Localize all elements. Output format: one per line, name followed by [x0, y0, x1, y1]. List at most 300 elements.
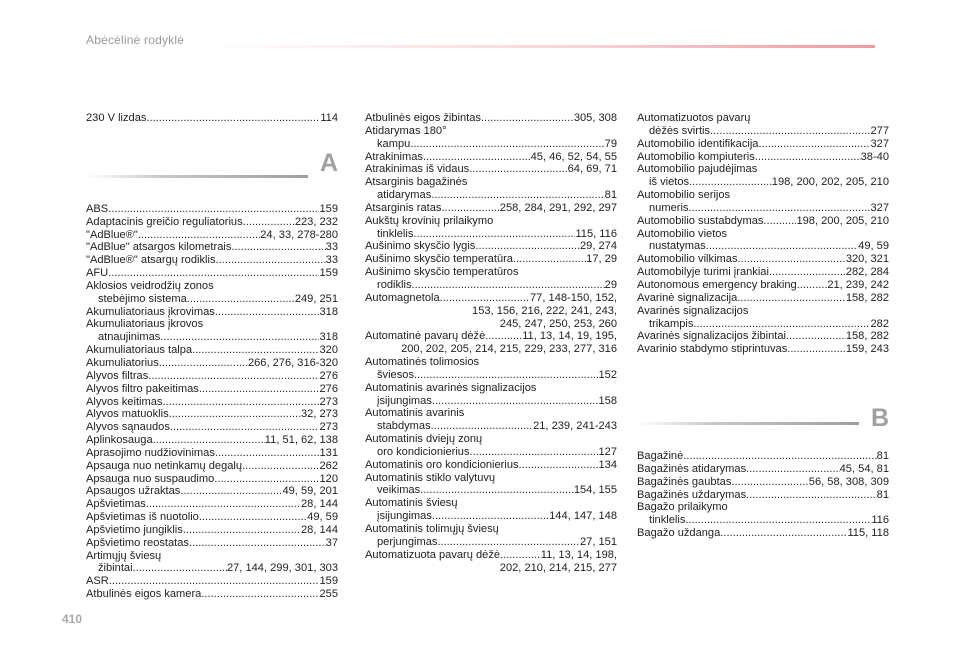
index-list — [365, 112, 617, 574]
index-entry-line — [86, 396, 338, 409]
entry-pages: 64, 69, 71 — [567, 163, 617, 176]
entry-term: tinklelis — [377, 227, 414, 240]
index-entry — [637, 476, 889, 489]
index-entry — [86, 383, 338, 396]
entry-pages: 134 — [598, 458, 617, 471]
index-entry-line — [86, 485, 338, 498]
entry-term: rodiklis — [377, 278, 412, 291]
entry-term: Atrakinimas iš vidaus — [365, 163, 470, 176]
leader-dots — [169, 408, 301, 421]
index-column-3-b — [637, 450, 889, 540]
index-entry — [365, 163, 617, 176]
index-entry-line — [637, 240, 889, 253]
leader-dots — [160, 331, 319, 344]
entry-pages: 81 — [876, 488, 889, 501]
leader-dots — [133, 562, 227, 575]
entry-term: Aušinimo skysčio temperatūros — [365, 266, 519, 279]
section-letter-a: A — [319, 148, 338, 177]
leader-dots — [187, 293, 295, 306]
index-entry-line — [637, 305, 889, 318]
index-entry-line — [365, 382, 617, 395]
index-entry-line — [365, 292, 617, 305]
index-list-a — [86, 203, 338, 601]
leader-dots — [469, 163, 567, 176]
leader-dots — [763, 215, 796, 228]
entry-term: perjungimas — [377, 535, 438, 548]
index-entry — [365, 433, 617, 459]
index-entry-line — [365, 189, 617, 202]
leader-dots — [500, 549, 541, 562]
entry-pages: 45, 54, 81 — [839, 462, 889, 475]
entry-term: žibintai — [98, 562, 133, 575]
index-entry-line — [86, 537, 338, 550]
leader-dots — [215, 306, 320, 319]
entry-pages: 266, 276, 316-320 — [247, 356, 338, 369]
leader-dots — [769, 266, 846, 279]
index-entry-line — [86, 383, 338, 396]
leader-dots — [481, 112, 574, 125]
index-entry-line — [365, 369, 617, 382]
entry-term: atidarymas — [377, 189, 432, 202]
entry-term: Automatinis oro kondicionierius — [365, 458, 519, 471]
index-entry — [86, 473, 338, 486]
index-entry-line — [365, 523, 617, 536]
entry-pages: 282, 284 — [845, 266, 889, 279]
index-entry — [86, 550, 338, 576]
index-entry-line — [365, 266, 617, 279]
index-entry — [86, 575, 338, 588]
index-entry — [637, 253, 889, 266]
entry-term: Atsarginis bagažinės — [365, 176, 468, 189]
entry-term: "AdBlue" atsargos kilometrais — [86, 241, 232, 254]
entry-pages-continued: 245, 247, 250, 253, 260 — [499, 317, 617, 330]
section-divider — [86, 175, 308, 178]
leader-dots — [412, 279, 605, 292]
leader-dots — [180, 485, 282, 498]
entry-pages: 17, 29 — [586, 253, 617, 266]
entry-pages: 11, 13, 14, 198, — [540, 548, 617, 561]
entry-term: Bagažo uždanga — [637, 527, 721, 540]
index-entry — [86, 434, 338, 447]
entry-term: Bagažinės gaubtas — [637, 475, 732, 488]
index-column-2 — [365, 112, 617, 574]
index-entry-line — [365, 151, 617, 164]
index-entry-line — [86, 524, 338, 537]
section-divider — [637, 422, 859, 425]
index-entry — [86, 588, 338, 601]
entry-term: AFU — [86, 267, 109, 280]
entry-pages: 158, 282 — [845, 330, 889, 343]
leader-dots — [432, 510, 549, 523]
leader-dots — [519, 459, 599, 472]
entry-term: Bagažo prilaikymo — [637, 501, 728, 514]
entry-pages: 77, 148-150, 152, — [530, 291, 617, 304]
entry-pages: 320, 321 — [845, 253, 889, 266]
index-entry — [86, 511, 338, 524]
entry-term: Apšvietimo reostatas — [86, 536, 189, 549]
entry-pages: 249, 251 — [294, 292, 338, 305]
entry-term: Atidarymas 180° — [365, 124, 447, 137]
entry-pages: 79 — [604, 137, 617, 150]
index-entry — [637, 450, 889, 463]
index-entry — [86, 280, 338, 306]
leader-dots — [170, 421, 320, 434]
index-entry — [86, 344, 338, 357]
entry-term: Atbulinės eigos kamera — [86, 588, 202, 601]
entry-term: Automatinis dviejų zonų — [365, 433, 483, 446]
entry-term: Automobilyje turimi įrankiai — [637, 266, 769, 279]
entry-pages: 49, 59, 201 — [282, 485, 338, 498]
entry-term: Automatinis avarinės signalizacijos — [365, 381, 537, 394]
entry-term: Alyvos filtro pakeitimas — [86, 382, 199, 395]
entry-term: Automatinė pavarų dėžė — [365, 330, 486, 343]
index-entry-line — [637, 228, 889, 241]
entry-pages: 144, 147, 148 — [549, 510, 617, 523]
entry-pages: 159 — [319, 267, 338, 280]
index-entry-line — [86, 229, 338, 242]
entry-term: Bagažinė — [637, 450, 684, 462]
entry-term: Apsaugos užraktas — [86, 485, 181, 498]
leader-dots — [738, 253, 846, 266]
entry-term: Avarinio stabdymo stiprintuvas — [637, 343, 788, 356]
index-entry — [365, 523, 617, 549]
leader-dots — [215, 447, 320, 460]
entry-term: Automatizuota pavarų dėžė — [365, 548, 501, 561]
index-entry-line — [365, 472, 617, 485]
index-entry — [637, 463, 889, 476]
entry-term: Avarinė signalizacija — [637, 291, 738, 304]
entry-pages: 120 — [319, 472, 338, 485]
index-entry-line — [86, 408, 338, 421]
leader-dots — [441, 202, 499, 215]
entry-term: Alyvos filtras — [86, 369, 149, 382]
index-entry — [86, 216, 338, 229]
index-entry — [365, 253, 617, 266]
index-entry — [86, 498, 338, 511]
entry-term: Automatizuotos pavarų — [637, 112, 751, 124]
leader-dots — [731, 476, 808, 489]
leader-dots — [410, 138, 604, 151]
entry-term: Apšvietimo jungiklis — [86, 523, 183, 536]
index-entry-line — [365, 202, 617, 215]
index-entry-line — [86, 473, 338, 486]
entry-pages: 159 — [319, 202, 338, 215]
entry-pages: 81 — [604, 189, 617, 202]
entry-pages: 158, 282 — [845, 291, 889, 304]
index-entry-line — [86, 267, 338, 280]
entry-term: Akumuliatoriaus talpa — [86, 344, 193, 357]
entry-term: Bagažinės uždarymas — [637, 488, 747, 501]
entry-term: Akumuliatorius — [86, 356, 159, 369]
entry-term: stabdymas — [377, 420, 431, 433]
index-entry — [86, 267, 338, 280]
index-entry — [365, 356, 617, 382]
index-entry-line — [86, 421, 338, 434]
leader-dots — [786, 330, 846, 343]
index-entry — [365, 215, 617, 241]
index-list — [637, 112, 889, 356]
index-entry — [365, 459, 617, 472]
leader-dots — [710, 125, 870, 138]
entry-pages: 159, 243 — [845, 343, 889, 356]
index-entry — [637, 527, 889, 540]
entry-term: Aukštų krovinių prilaikymo — [365, 214, 494, 227]
index-entry-line — [365, 228, 617, 241]
index-entry — [86, 460, 338, 473]
entry-term: ASR — [86, 575, 109, 588]
entry-term: numeris — [649, 201, 689, 214]
entry-pages: 32, 273 — [300, 408, 338, 421]
entry-term: Avarinės signalizacijos — [637, 304, 749, 317]
entry-pages-continued: 202, 210, 214, 215, 277 — [499, 561, 617, 574]
index-entry-line — [365, 138, 617, 151]
leader-dots — [737, 292, 846, 305]
index-entry-line — [637, 253, 889, 266]
index-entry — [86, 485, 338, 498]
index-entry-line — [365, 446, 617, 459]
leader-dots — [108, 267, 319, 280]
index-entry — [637, 151, 889, 164]
index-entry — [86, 254, 338, 267]
index-entry-line — [365, 510, 617, 523]
leader-dots — [423, 151, 531, 164]
leader-dots — [148, 370, 319, 383]
entry-term: Automobilio vilkimas — [637, 253, 738, 266]
leader-dots — [414, 369, 598, 382]
index-entry-line — [365, 215, 617, 228]
leader-dots — [243, 216, 295, 229]
index-entry-line — [86, 434, 338, 447]
entry-term: tinklelis — [649, 514, 686, 527]
entry-term: įsijungimas — [377, 510, 432, 523]
index-entry-line — [365, 484, 617, 497]
index-entry-line — [365, 253, 617, 266]
index-entry — [365, 549, 617, 575]
index-entry-line — [637, 501, 889, 514]
index-entry-line — [86, 357, 338, 370]
index-entry — [86, 318, 338, 344]
entry-term: "AdBlue®" atsargų rodiklis — [86, 254, 216, 267]
entry-term: Artimųjų šviesų — [86, 549, 162, 562]
entry-pages: 114 — [320, 112, 338, 124]
leader-dots — [162, 396, 319, 409]
entry-term: Aprasojimo nudžiovinimas — [86, 446, 215, 459]
entry-term: Akumuliatoriaus įkrovos — [86, 318, 204, 331]
index-entry — [637, 305, 889, 331]
entry-term: Aušinimo skysčio temperatūra — [365, 253, 513, 266]
index-column-1 — [86, 112, 338, 601]
leader-dots — [192, 344, 319, 357]
index-entry-line — [86, 575, 338, 588]
index-entry — [637, 292, 889, 305]
index-entry-line — [637, 163, 889, 176]
leader-dots — [683, 450, 876, 463]
entry-term: šviesos — [377, 368, 414, 381]
index-list-top — [86, 112, 338, 125]
index-entry — [365, 292, 617, 331]
leader-dots — [108, 203, 319, 216]
entry-term: Automobilio kompiuteris — [637, 150, 755, 163]
entry-pages: 49, 59 — [858, 240, 889, 253]
entry-term: Apsauga nuo netinkamų degalų — [86, 459, 243, 472]
index-entry — [86, 203, 338, 216]
leader-dots — [153, 434, 265, 447]
index-entry — [365, 266, 617, 292]
index-entry — [365, 240, 617, 253]
index-entry — [637, 501, 889, 527]
entry-term: Akumuliatoriaus įkrovimas — [86, 305, 215, 318]
index-entry-line — [365, 330, 617, 343]
entry-pages: 28, 144 — [300, 498, 338, 511]
section-b-header — [637, 398, 889, 450]
entry-pages: 223, 232 — [294, 215, 338, 228]
index-entry-line — [365, 497, 617, 510]
leader-dots — [513, 253, 586, 266]
index-entry-line — [637, 489, 889, 502]
index-entry-line — [637, 215, 889, 228]
index-entry-line — [86, 562, 338, 575]
index-entry — [86, 408, 338, 421]
index-entry — [365, 330, 617, 356]
entry-term: stebėjimo sistema — [98, 292, 187, 305]
index-entry-line — [86, 241, 338, 254]
leader-dots — [485, 330, 522, 343]
index-entry-line — [637, 202, 889, 215]
entry-pages: 116 — [871, 514, 889, 527]
entry-pages: 33 — [325, 254, 338, 267]
index-entry-line — [86, 498, 338, 511]
entry-term: dėžės svirtis — [649, 124, 711, 137]
entry-term: Alyvos matuoklis — [86, 408, 169, 421]
index-entry-line — [637, 527, 889, 540]
leader-dots — [440, 292, 530, 305]
entry-pages: 276 — [319, 369, 338, 382]
entry-term: nustatymas — [649, 240, 706, 253]
entry-pages: 255 — [319, 588, 338, 601]
leader-dots — [146, 112, 320, 125]
section-a-header — [86, 148, 338, 203]
index-entry — [365, 497, 617, 523]
entry-pages: 115, 116 — [575, 227, 617, 240]
index-entry-line — [637, 176, 889, 189]
entry-pages: 273 — [319, 421, 338, 434]
entry-pages: 29, 274 — [579, 240, 617, 253]
index-entry-line — [637, 189, 889, 202]
index-entry-line — [637, 450, 889, 463]
index-entry-line — [365, 112, 617, 125]
leader-dots — [214, 473, 319, 486]
page-number: 410 — [62, 612, 83, 626]
leader-dots — [138, 229, 260, 242]
entry-pages: 38-40 — [860, 150, 889, 163]
index-entry-line — [86, 447, 338, 460]
index-list-b — [637, 450, 889, 540]
leader-dots — [470, 446, 599, 459]
index-entry — [637, 266, 889, 279]
index-entry-line — [637, 476, 889, 489]
index-entry — [86, 112, 338, 125]
leader-dots — [199, 383, 320, 396]
index-entry-line — [365, 163, 617, 176]
entry-term: veikimas — [377, 484, 421, 497]
entry-pages: 305, 308 — [573, 112, 617, 124]
leader-dots — [689, 176, 772, 189]
index-entry-line — [365, 420, 617, 433]
entry-term: iš vietos — [649, 176, 690, 189]
leader-dots — [199, 511, 307, 524]
entry-term: trikampis — [649, 317, 694, 330]
index-entry-line — [86, 550, 338, 563]
header-title: Abėcėlinė rodyklė — [86, 33, 185, 47]
section-letter-b: B — [870, 404, 889, 432]
leader-dots — [685, 514, 871, 527]
entry-term: įsijungimas — [377, 394, 432, 407]
index-entry-line — [86, 112, 338, 125]
index-entry — [637, 279, 889, 292]
leader-dots — [437, 536, 580, 549]
index-entry-line — [365, 395, 617, 408]
leader-dots — [159, 357, 248, 370]
index-entry — [637, 138, 889, 151]
index-entry — [365, 176, 617, 202]
entry-term: Automagnetola — [365, 291, 440, 304]
index-entry-line — [86, 318, 338, 331]
index-entry-line — [637, 463, 889, 476]
entry-term: Aplinkosauga — [86, 434, 153, 447]
entry-pages: 11, 13, 14, 19, 195, — [522, 330, 617, 343]
index-entry — [86, 241, 338, 254]
entry-term: Apšvietimas — [86, 498, 146, 511]
index-entry-line — [86, 511, 338, 524]
entry-term: Bagažinės atidarymas — [637, 462, 747, 475]
entry-pages: 28, 144 — [300, 523, 338, 536]
leader-dots — [231, 241, 325, 254]
index-entry — [637, 489, 889, 502]
entry-term: Apšvietimas iš nuotolio — [86, 511, 199, 524]
index-entry — [365, 202, 617, 215]
index-entry-line — [365, 433, 617, 446]
index-entry-line — [637, 514, 889, 527]
entry-pages: 56, 58, 308, 309 — [808, 475, 889, 488]
index-entry-line — [637, 292, 889, 305]
index-entry — [86, 421, 338, 434]
leader-dots — [787, 343, 846, 356]
entry-pages: 154, 155 — [573, 484, 617, 497]
entry-term: Avarinės signalizacijos žibintai — [637, 330, 787, 343]
index-entry-line — [86, 344, 338, 357]
index-entry — [86, 524, 338, 537]
index-entry — [637, 215, 889, 228]
index-entry-line — [86, 331, 338, 344]
entry-term: Apsauga nuo suspaudimo — [86, 472, 215, 485]
entry-term: Atsarginis ratas — [365, 201, 442, 214]
entry-term: Aklosios veidrodžių zonos — [86, 279, 214, 292]
entry-term: kampu — [377, 137, 411, 150]
entry-term: ABS — [86, 202, 109, 215]
index-entry-line — [365, 549, 617, 562]
entry-pages: 282 — [870, 317, 889, 330]
leader-dots — [189, 537, 326, 550]
entry-pages: 27, 151 — [579, 535, 617, 548]
index-entry-line — [365, 356, 617, 369]
index-entry-line — [637, 330, 889, 343]
leader-dots — [758, 138, 870, 151]
index-entry-line — [86, 293, 338, 306]
index-entry — [86, 447, 338, 460]
entry-pages: 49, 59 — [307, 511, 338, 524]
index-entry-line — [365, 125, 617, 138]
entry-term: Automatinis stiklo valytuvų — [365, 471, 496, 484]
